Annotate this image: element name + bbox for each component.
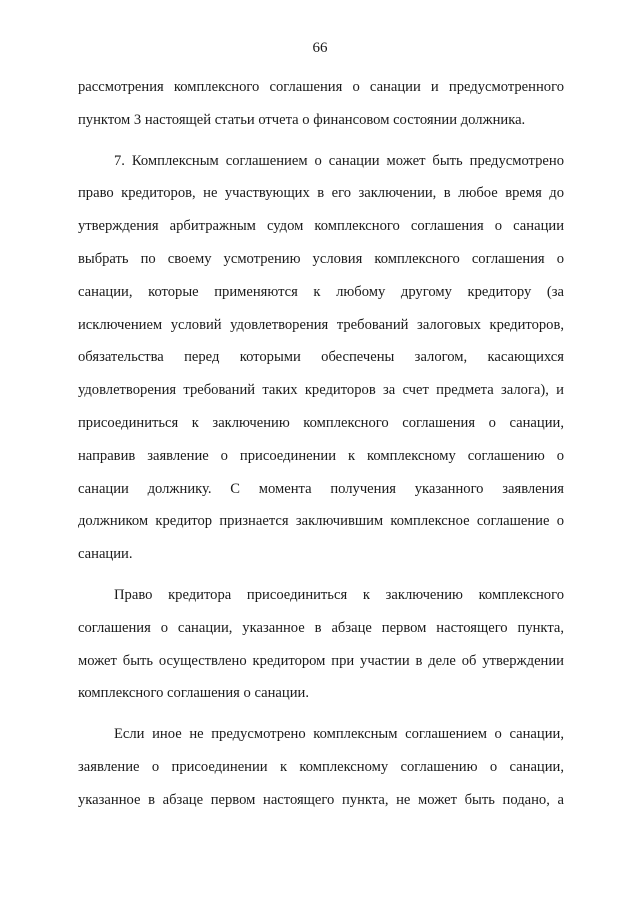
page-number: 66	[312, 40, 328, 56]
text-line: обязательства перед которыми обеспечены залогом, касающихся	[78, 349, 564, 366]
text-line: утверждения арбитражным судом комплексного соглашения о санации	[78, 218, 564, 235]
text-line: пунктом 3 настоящей статьи отчета о финансовом состоянии должника.	[78, 111, 526, 128]
text-line: санации.	[78, 546, 133, 563]
text-line: комплексного соглашения о санации.	[78, 685, 309, 702]
paragraph-creditor-right	[78, 579, 564, 710]
text-line: рассмотрения комплексного соглашения о санации и предусмотренного	[78, 79, 564, 95]
text-line: заявление о присоединении к комплексному соглашению о санации,	[78, 758, 564, 775]
paragraph-application	[78, 718, 564, 816]
text-line: право кредиторов, не участвующих в его заключении, в любое время до	[78, 185, 564, 202]
text-line: должником кредитор признается заключившим комплексное соглашение о	[78, 513, 564, 530]
text-line: может быть осуществлено кредитором при участии в деле об утверждении	[78, 652, 564, 669]
paragraph-item-7	[78, 145, 564, 571]
text-line: Право кредитора присоединиться к заключению комплексного	[114, 586, 564, 603]
text-line: присоединиться к заключению комплексного соглашения о санации,	[78, 414, 564, 431]
text-line: 7. Комплексным соглашением о санации может быть предусмотрено	[114, 152, 564, 169]
text-line: Если иное не предусмотрено комплексным соглашением о санации,	[114, 726, 564, 743]
text-line: выбрать по своему усмотрению условия комплексного соглашения о	[78, 250, 564, 267]
text-line: указанное в абзаце первом настоящего пункта, не может быть подано, а	[78, 791, 564, 808]
text-line: соглашения о санации, указанное в абзаце первом настоящего пункта,	[78, 619, 564, 636]
text-line: исключением условий удовлетворения требований залоговых кредиторов,	[78, 316, 564, 333]
text-line: направив заявление о присоединении к комплексному соглашению о	[78, 447, 564, 464]
paragraph-continuation	[78, 71, 564, 137]
text-line: санации, которые применяются к любому другому кредитору (за	[78, 283, 564, 300]
text-line: санации должнику. С момента получения указанного заявления	[78, 480, 564, 497]
body-text	[78, 71, 564, 817]
text-line: удовлетворения требований таких кредиторов за счет предмета залога), и	[78, 382, 564, 399]
